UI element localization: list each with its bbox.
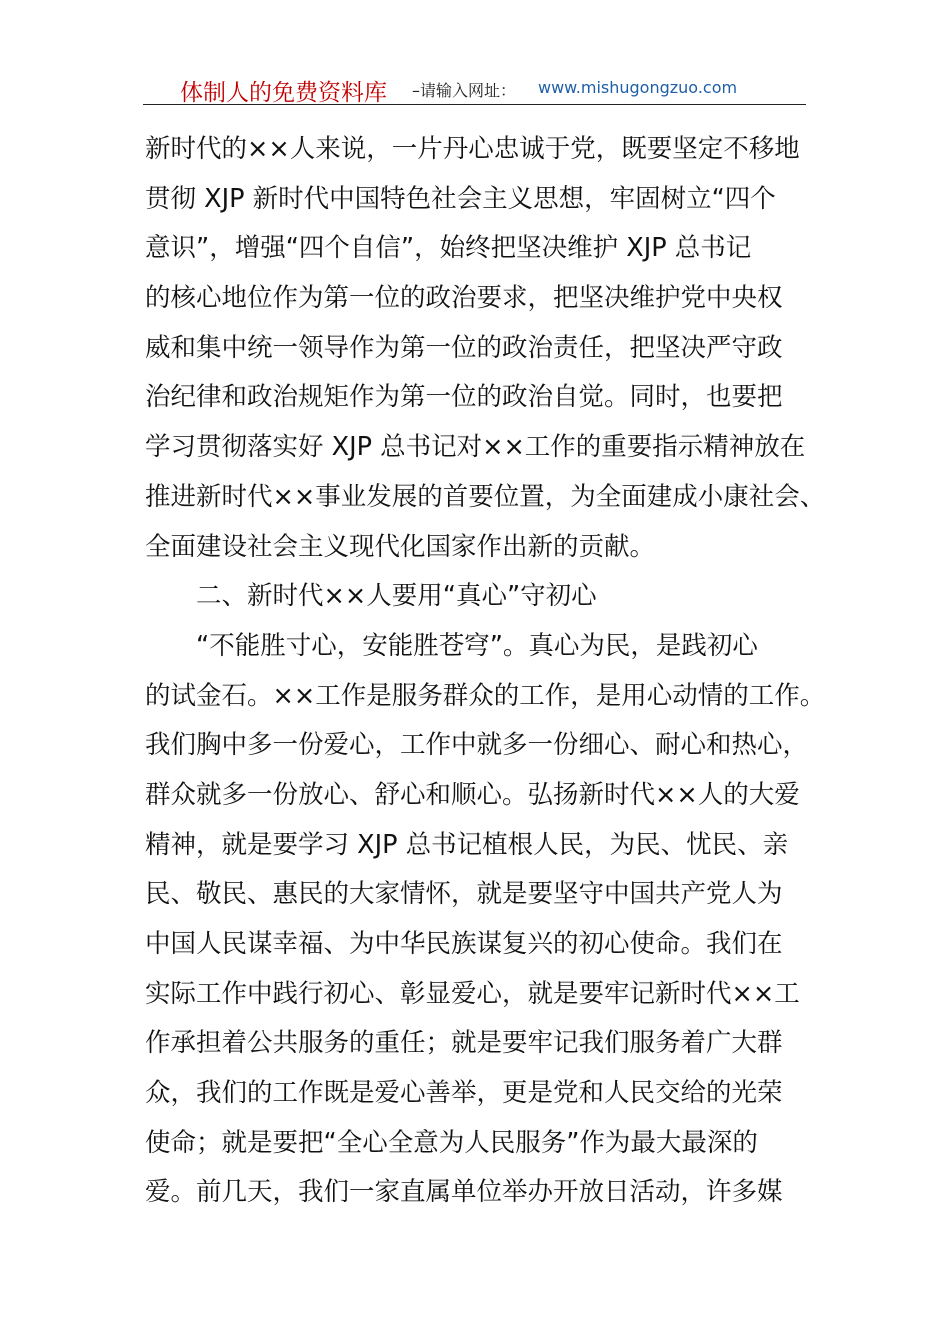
text-line: 全面建设社会主义现代化国家作出新的贡献。 [145, 531, 656, 562]
text-line: 推进新时代××事业发展的首要位置，为全面建成小康社会、 [145, 481, 826, 512]
text-line: 精神，就是要学习 XJP 总书记植根人民，为民、忧民、亲 [145, 829, 789, 860]
text-line: 使命；就是要把“全心全意为人民服务”作为最大最深的 [145, 1127, 758, 1158]
text-line: 意识”，增强“四个自信”，始终把坚决维护 XJP 总书记 [145, 233, 752, 264]
text-line: 群众就多一份放心、舒心和顺心。弘扬新时代××人的大爱 [145, 779, 800, 810]
section-heading: 二、新时代××人要用“真心”守初心 [196, 581, 597, 612]
text-line: 作承担着公共服务的重任；就是要牢记我们服务着广大群 [145, 1028, 783, 1059]
header-prompt: –请输入网址： [412, 81, 517, 100]
text-line: “不能胜寸心，安能胜苍穹”。真心为民，是践初心 [196, 630, 758, 661]
document-body [145, 125, 826, 1218]
text-line: 贯彻 XJP 新时代中国特色社会主义思想，牢固树立“四个 [145, 183, 776, 214]
text-line: 的核心地位作为第一位的政治要求，把坚决维护党中央权 [145, 283, 783, 314]
text-line: 学习贯彻落实好 XJP 总书记对××工作的重要指示精神放在 [145, 432, 806, 463]
header-title: 体制人的免费资料库 [180, 80, 387, 106]
text-line: 治纪律和政治规矩作为第一位的政治自觉。同时，也要把 [145, 382, 783, 413]
text-line: 新时代的××人来说，一片丹心忠诚于党，既要坚定不移地 [145, 134, 800, 164]
text-line: 众，我们的工作既是爱心善举，更是党和人民交给的光荣 [145, 1078, 783, 1109]
text-line: 我们胸中多一份爱心，工作中就多一份细心、耐心和热心， [145, 730, 809, 761]
header-url-link[interactable]: www.mishugongzuo.com [538, 78, 738, 97]
text-line: 中国人民谋幸福、为中华民族谋复兴的初心使命。我们在 [145, 929, 783, 959]
text-line: 威和集中统一领导作为第一位的政治责任，把坚决严守政 [145, 332, 783, 363]
text-line: 民、敬民、惠民的大家情怀，就是要坚守中国共产党人为 [145, 879, 783, 910]
text-line: 爱。前几天，我们一家直属单位举办开放日活动，许多媒 [145, 1177, 783, 1208]
page-header [143, 68, 806, 105]
text-line: 实际工作中践行初心、彰显爱心，就是要牢记新时代××工 [145, 978, 800, 1009]
text-line: 的试金石。××工作是服务群众的工作，是用心动情的工作。 [145, 680, 826, 711]
